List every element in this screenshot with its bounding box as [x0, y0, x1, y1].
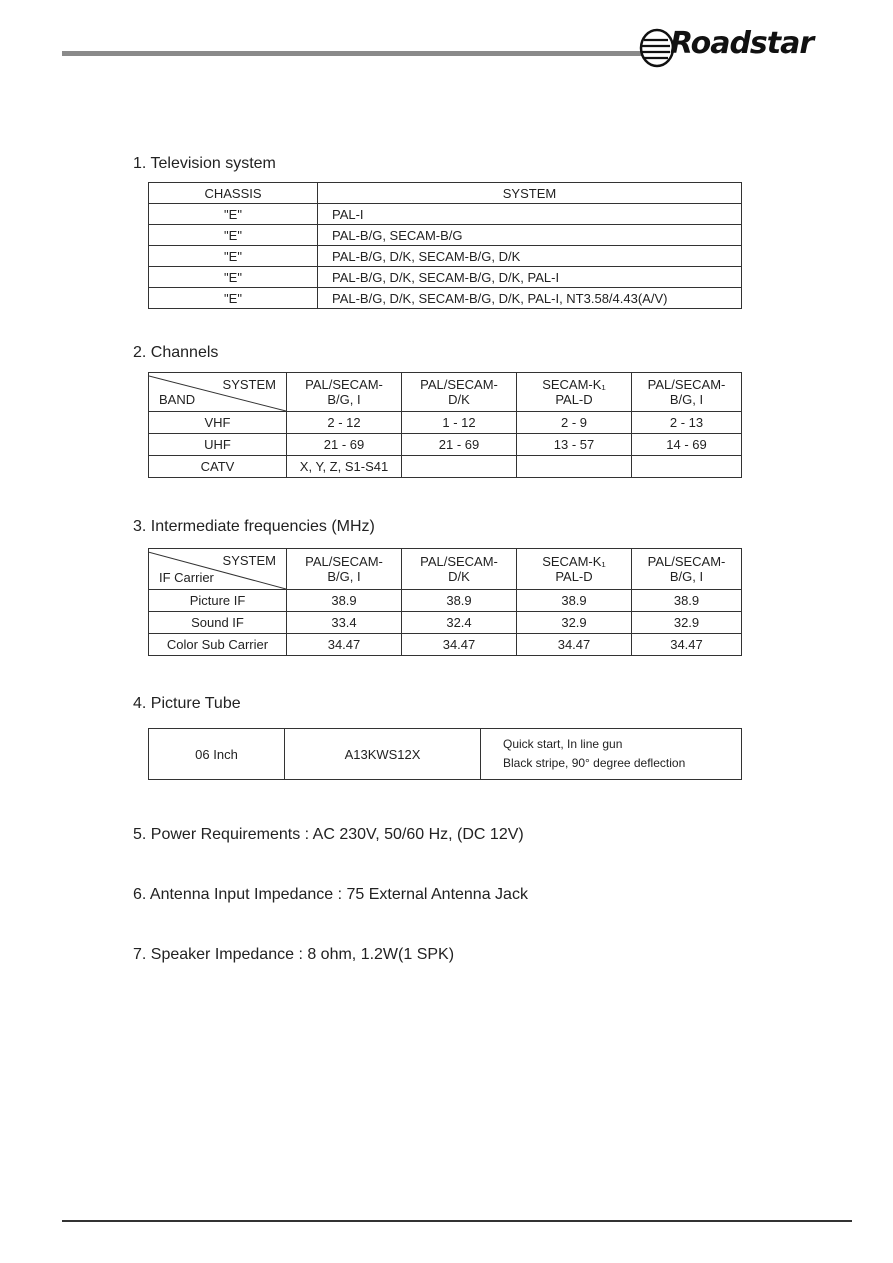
speaker-impedance: 7. Speaker Impedance : 8 ohm, 1.2W(1 SPK): [133, 946, 455, 963]
header-rule: [62, 51, 642, 56]
picture-tube-table: [148, 728, 742, 780]
chassis-cell: "E": [149, 267, 318, 288]
value-cell: 34.47: [632, 634, 742, 656]
value-cell: 33.4: [287, 612, 402, 634]
section-heading-if-freq: 3. Intermediate frequencies (MHz): [133, 518, 375, 535]
value-cell: 2 - 12: [287, 412, 402, 434]
chassis-cell: "E": [149, 288, 318, 309]
row-label: Sound IF: [149, 612, 287, 634]
value-cell: 13 - 57: [517, 434, 632, 456]
value-cell: 38.9: [632, 590, 742, 612]
col-header: PAL/SECAM- B/G, I: [287, 549, 402, 590]
system-cell: PAL-B/G, D/K, SECAM-B/G, D/K, PAL-I: [318, 267, 742, 288]
row-label: VHF: [149, 412, 287, 434]
value-cell: 34.47: [287, 634, 402, 656]
table-row: [149, 204, 742, 225]
col-header-system: SYSTEM: [318, 183, 742, 204]
value-cell: 2 - 13: [632, 412, 742, 434]
table-row: [149, 634, 742, 656]
table-row: [149, 456, 742, 478]
col-header: PAL/SECAM- D/K: [402, 373, 517, 412]
tube-desc-line: Quick start, In line gun: [503, 737, 623, 751]
table-row: [149, 267, 742, 288]
value-cell: 32.9: [517, 612, 632, 634]
tube-model-cell: A13KWS12X: [285, 729, 481, 780]
value-cell: 21 - 69: [287, 434, 402, 456]
table-row: [149, 434, 742, 456]
system-cell: PAL-B/G, D/K, SECAM-B/G, D/K, PAL-I, NT3.58/4.43(A/V): [318, 288, 742, 309]
corner-if-carrier-label: IF Carrier: [159, 570, 214, 585]
value-cell: [402, 456, 517, 478]
section-heading-tv-system: 1. Television system: [133, 155, 276, 172]
col-header: SECAM-K₁ PAL-D: [517, 373, 632, 412]
antenna-impedance: 6. Antenna Input Impedance : 75 External Antenna Jack: [133, 886, 528, 903]
corner-header-cell: [149, 549, 287, 590]
value-cell: 32.9: [632, 612, 742, 634]
section-heading-picture-tube: 4. Picture Tube: [133, 695, 241, 712]
chassis-cell: "E": [149, 246, 318, 267]
col-header: PAL/SECAM- D/K: [402, 549, 517, 590]
col-header: PAL/SECAM- B/G, I: [632, 373, 742, 412]
col-header: PAL/SECAM- B/G, I: [287, 373, 402, 412]
system-cell: PAL-I: [318, 204, 742, 225]
col-header: PAL/SECAM- B/G, I: [632, 549, 742, 590]
col-header-chassis: CHASSIS: [149, 183, 318, 204]
row-label: UHF: [149, 434, 287, 456]
row-label: CATV: [149, 456, 287, 478]
chassis-cell: "E": [149, 225, 318, 246]
value-cell: [632, 456, 742, 478]
row-label: Color Sub Carrier: [149, 634, 287, 656]
tube-size-cell: 06 Inch: [149, 729, 285, 780]
corner-header-cell: [149, 373, 287, 412]
value-cell: 38.9: [402, 590, 517, 612]
tube-description-cell: [481, 729, 742, 780]
section-heading-channels: 2. Channels: [133, 344, 219, 361]
system-cell: PAL-B/G, SECAM-B/G: [318, 225, 742, 246]
value-cell: 38.9: [287, 590, 402, 612]
col-header: SECAM-K₁ PAL-D: [517, 549, 632, 590]
power-requirements: 5. Power Requirements : AC 230V, 50/60 Hz, (DC 12V): [133, 826, 524, 843]
table-row: [149, 412, 742, 434]
value-cell: 34.47: [517, 634, 632, 656]
row-label: Picture IF: [149, 590, 287, 612]
channels-table: [148, 372, 742, 478]
value-cell: 14 - 69: [632, 434, 742, 456]
value-cell: 34.47: [402, 634, 517, 656]
table-row: [149, 590, 742, 612]
corner-system-label: SYSTEM: [222, 377, 276, 392]
value-cell: 38.9: [517, 590, 632, 612]
system-cell: PAL-B/G, D/K, SECAM-B/G, D/K: [318, 246, 742, 267]
chassis-cell: "E": [149, 204, 318, 225]
table-row: [149, 612, 742, 634]
value-cell: 21 - 69: [402, 434, 517, 456]
value-cell: X, Y, Z, S1-S41: [287, 456, 402, 478]
table-row: [149, 225, 742, 246]
tube-desc-line: Black stripe, 90° degree deflection: [503, 756, 686, 770]
corner-system-label: SYSTEM: [222, 553, 276, 568]
corner-band-label: BAND: [159, 392, 196, 407]
value-cell: 2 - 9: [517, 412, 632, 434]
tv-system-table: [148, 182, 742, 309]
table-row: [149, 288, 742, 309]
value-cell: [517, 456, 632, 478]
value-cell: 1 - 12: [402, 412, 517, 434]
roadstar-logo: [638, 24, 853, 74]
logo-wordmark: Roadstar: [670, 26, 814, 61]
value-cell: 32.4: [402, 612, 517, 634]
if-frequency-table: [148, 548, 742, 656]
footer-rule: [62, 1220, 852, 1222]
table-row: [149, 246, 742, 267]
